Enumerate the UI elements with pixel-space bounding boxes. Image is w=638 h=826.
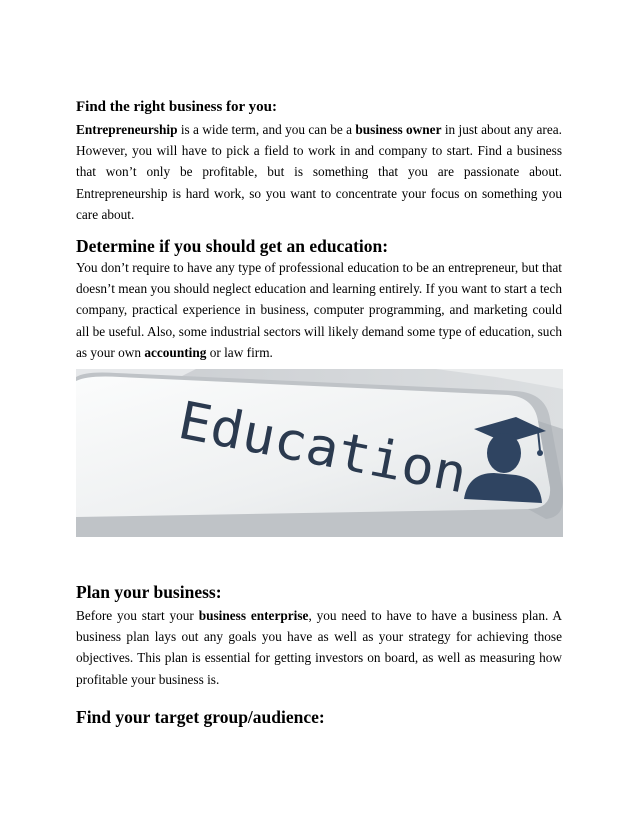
section-education bbox=[76, 235, 562, 363]
text-run: or law firm. bbox=[206, 344, 273, 360]
section-paragraph bbox=[76, 119, 562, 225]
section-paragraph bbox=[76, 605, 562, 690]
key-label: Education bbox=[173, 390, 462, 504]
section-target-audience bbox=[76, 706, 562, 728]
section-heading: Determine if you should get an education: bbox=[76, 236, 389, 256]
section-heading: Find the right business for you: bbox=[76, 99, 278, 115]
bold-term: Entrepreneurship bbox=[76, 122, 178, 137]
text-run: is a wide term, and you can be a bbox=[177, 122, 356, 137]
text-run: You don’t require to have any type of professional education to be an entrepreneur, but that doesn’t mean you should neglect education and learning entirely. If you want to start a tech company, practical experience in business, computer programming, and marketing could all be useful. Also, some industrial sectors will likely demand some type of education, such as your own bbox=[76, 260, 562, 360]
education-keyboard-image bbox=[76, 369, 563, 537]
text-run: Before you start your bbox=[76, 608, 199, 623]
section-plan-business bbox=[76, 581, 562, 690]
text-run: in just about any area. However, you will have to pick a field to work in and company to start. Find a business that won’t only be profitable, but is something that you are passionate about. Entrepreneurship is hard work, so you want to concentrate your focus on something you care about. bbox=[76, 122, 562, 222]
bold-term: business owner bbox=[355, 122, 442, 137]
section-heading: Find your target group/audience: bbox=[76, 707, 325, 727]
text-run: , you need to have to have a business plan. A business plan lays out any goals you have as well as your strategy for achieving those objectives. This plan is essential for getting investors on board, as well as measuring how profitable your business is. bbox=[76, 608, 562, 687]
bold-term: business enterprise bbox=[198, 608, 309, 623]
bold-term: accounting bbox=[144, 344, 207, 360]
section-find-business bbox=[76, 97, 562, 225]
section-paragraph bbox=[76, 257, 562, 363]
section-heading: Plan your business: bbox=[76, 582, 222, 602]
